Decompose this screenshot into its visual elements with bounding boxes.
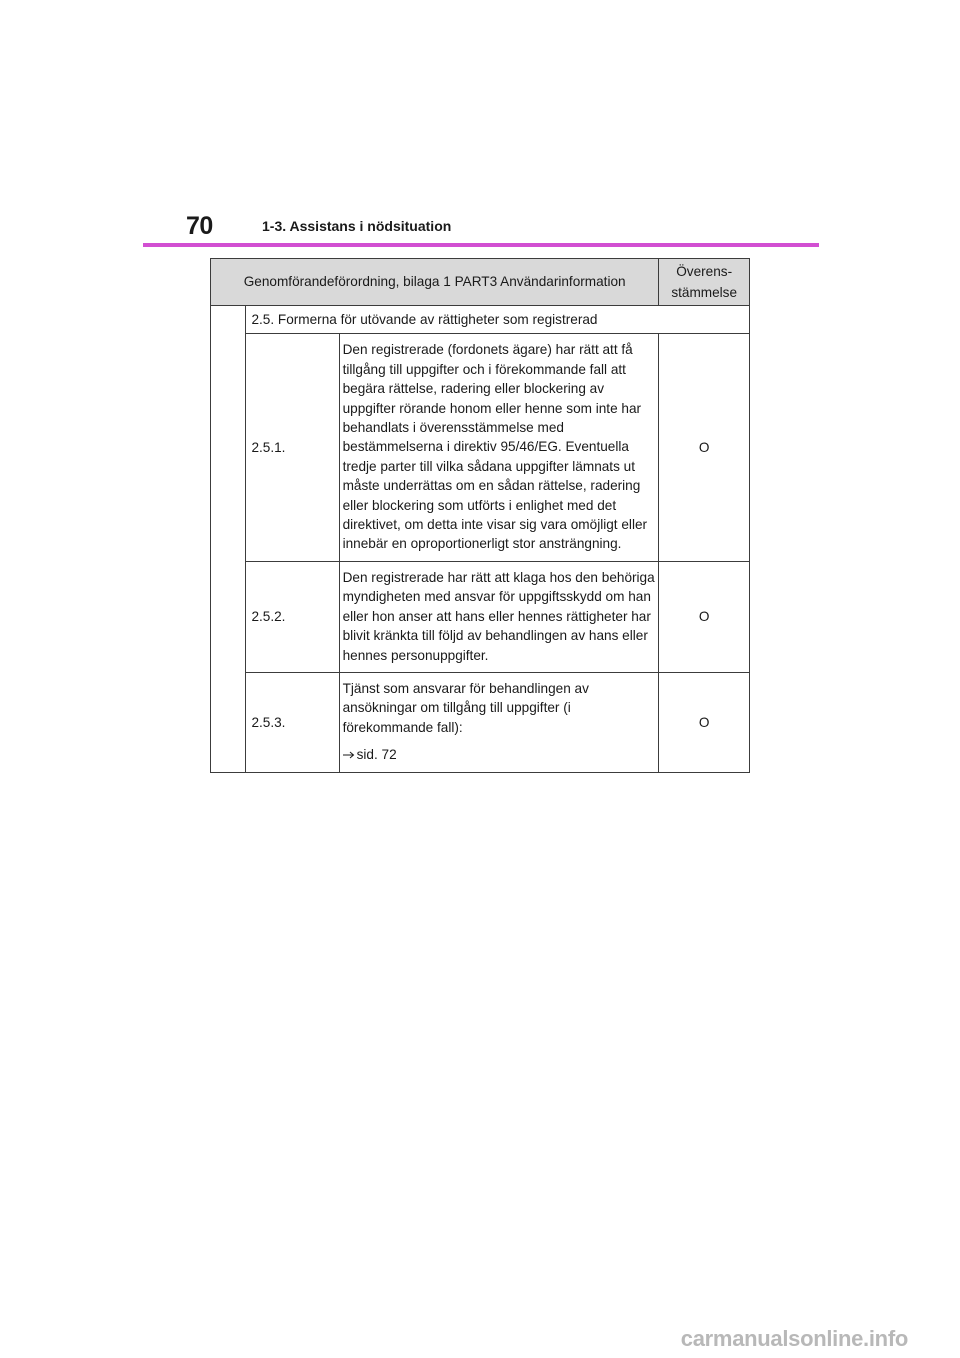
column-header-main: Genomförandeförordning, bilaga 1 PART3 Användarinformation [211,259,659,306]
compliance-table [210,258,750,773]
row-text: Den registrerade har rätt att klaga hos den behöriga myndigheten med ansvar för uppgiftsskydd om han eller hon anser att hans eller hennes rättigheter har blivit kränkta till följd av behandlingen av hans eller hennes personuppgifter. [339,561,659,672]
right-arrow-icon [343,745,357,764]
page-number: 70 [186,212,213,240]
table-row [211,334,750,561]
row-number: 2.5.1. [246,334,339,561]
table-row [211,561,750,672]
section-heading-row [211,306,750,334]
section-heading: 2.5. Formerna för utövande av rättigheter som registrerad [246,306,750,334]
page-reference-label: sid. 72 [356,747,397,763]
row-conformity: O [659,334,750,561]
table-row [211,672,750,772]
section-title: 1-3. Assistans i nödsituation [262,218,452,234]
row-number: 2.5.3. [246,672,339,772]
table-header-row [211,259,750,306]
row-text-cell [339,672,659,772]
indent-gutter [211,306,246,773]
watermark: carmanualsonline.info [680,1326,908,1351]
column-header-conformity: Överens- stämmelse [659,259,750,306]
header-rule [143,243,819,247]
row-text: Den registrerade (fordonets ägare) har rätt att få tillgång till uppgifter och i förekommande fall att begära rättelse, radering eller blockering av uppgifter rörande honom eller henne som inte har behandlats i överensstämmelse med bestämmelserna i direktiv 95/46/EG. Eventuella tredje parter till vilka sådana uppgifter lämnats ut måste underrättas om en sådan rättelse, radering eller blockering som utförts i enlighet med det direktivet, om detta inte visar sig vara omöjligt eller innebär en oproportionerligt stor ansträngning. [339,334,659,561]
row-conformity: O [659,561,750,672]
row-text: Tjänst som ansvarar för behandlingen av ansökningar om tillgång till uppgifter (i förekommande fall): [342,680,589,735]
row-conformity: O [659,672,750,772]
page-reference[interactable] [343,745,656,764]
row-number: 2.5.2. [246,561,339,672]
